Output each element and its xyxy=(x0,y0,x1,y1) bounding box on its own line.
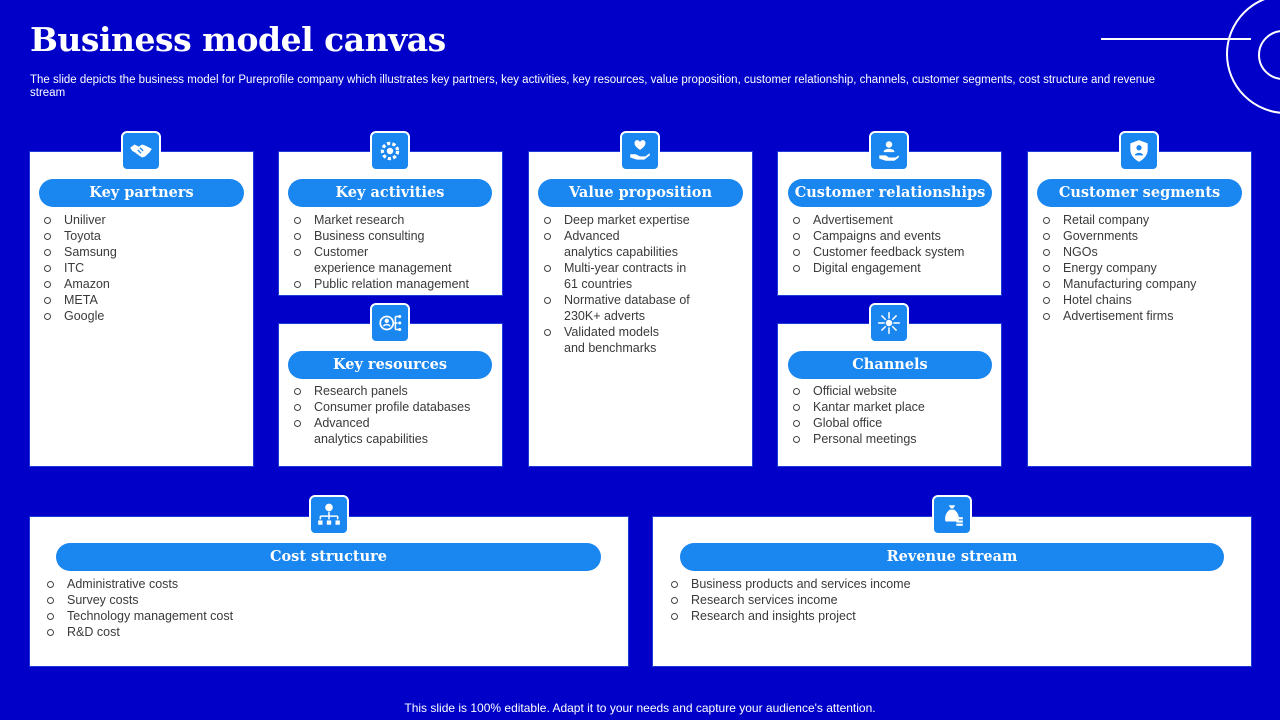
list-item: Samsung xyxy=(44,244,244,260)
list-item: Manufacturing company xyxy=(1043,276,1248,292)
list-item: Technology management cost xyxy=(47,608,447,624)
list-item: Energy company xyxy=(1043,260,1248,276)
key-partners-title: Key partners xyxy=(39,179,244,207)
revenue-stream-list xyxy=(671,576,1071,624)
list-item: Administrative costs xyxy=(47,576,447,592)
list-item: Google xyxy=(44,308,244,324)
handshake-icon xyxy=(121,131,161,171)
key-resources-title: Key resources xyxy=(288,351,492,379)
list-item: Market research xyxy=(294,212,499,228)
list-item: Public relation management xyxy=(294,276,499,292)
list-item: Advertisement firms xyxy=(1043,308,1248,324)
key-partners-list xyxy=(44,212,244,324)
key-resources-list xyxy=(294,383,499,447)
gear-icon xyxy=(370,131,410,171)
list-item: Toyota xyxy=(44,228,244,244)
list-item: Normative database of 230K+ adverts xyxy=(544,292,749,324)
cost-structure-title: Cost structure xyxy=(56,543,601,571)
page-title: Business model canvas xyxy=(30,20,446,59)
customer-segments-list xyxy=(1043,212,1248,324)
list-item: Advertisement xyxy=(793,212,998,228)
list-item: Multi-year contracts in 61 countries xyxy=(544,260,749,292)
channels-title: Channels xyxy=(788,351,992,379)
list-item: Personal meetings xyxy=(793,431,998,447)
list-item: Research panels xyxy=(294,383,499,399)
money-bag-icon xyxy=(932,495,972,535)
list-item: NGOs xyxy=(1043,244,1248,260)
list-item: Customer experience management xyxy=(294,244,499,276)
value-proposition-title: Value proposition xyxy=(538,179,743,207)
customer-relationships-list xyxy=(793,212,998,276)
list-item: Governments xyxy=(1043,228,1248,244)
list-item: R&D cost xyxy=(47,624,447,640)
footer-note: This slide is 100% editable. Adapt it to your needs and capture your audience's attention. xyxy=(404,701,876,715)
customer-segments-title: Customer segments xyxy=(1037,179,1242,207)
cost-hierarchy-icon xyxy=(309,495,349,535)
list-item: Amazon xyxy=(44,276,244,292)
list-item: Research and insights project xyxy=(671,608,1071,624)
list-item: Digital engagement xyxy=(793,260,998,276)
customer-relationships-title: Customer relationships xyxy=(788,179,992,207)
list-item: Hotel chains xyxy=(1043,292,1248,308)
list-item: Advanced analytics capabilities xyxy=(294,415,499,447)
key-activities-list xyxy=(294,212,499,292)
list-item: Deep market expertise xyxy=(544,212,749,228)
cost-structure-list xyxy=(47,576,447,640)
list-item: Campaigns and events xyxy=(793,228,998,244)
hub-network-icon xyxy=(869,303,909,343)
value-proposition-list xyxy=(544,212,749,356)
list-item: META xyxy=(44,292,244,308)
list-item: Consumer profile databases xyxy=(294,399,499,415)
hand-user-icon xyxy=(869,131,909,171)
list-item: Survey costs xyxy=(47,592,447,608)
key-activities-title: Key activities xyxy=(288,179,492,207)
page-subtitle: The slide depicts the business model for Pureprofile company which illustrates key partners, key activities, key resources, value proposition, customer relationship, channels, customer segments, cost structure and revenue stream xyxy=(30,74,1155,99)
list-item: Uniliver xyxy=(44,212,244,228)
network-user-icon xyxy=(370,303,410,343)
list-item: Customer feedback system xyxy=(793,244,998,260)
hand-heart-icon xyxy=(620,131,660,171)
list-item: Business consulting xyxy=(294,228,499,244)
list-item: ITC xyxy=(44,260,244,276)
channels-list xyxy=(793,383,998,447)
list-item: Official website xyxy=(793,383,998,399)
list-item: Validated models and benchmarks xyxy=(544,324,749,356)
customer-shield-icon xyxy=(1119,131,1159,171)
revenue-stream-title: Revenue stream xyxy=(680,543,1224,571)
list-item: Retail company xyxy=(1043,212,1248,228)
list-item: Research services income xyxy=(671,592,1071,608)
list-item: Advanced analytics capabilities xyxy=(544,228,749,260)
list-item: Global office xyxy=(793,415,998,431)
list-item: Business products and services income xyxy=(671,576,1071,592)
list-item: Kantar market place xyxy=(793,399,998,415)
